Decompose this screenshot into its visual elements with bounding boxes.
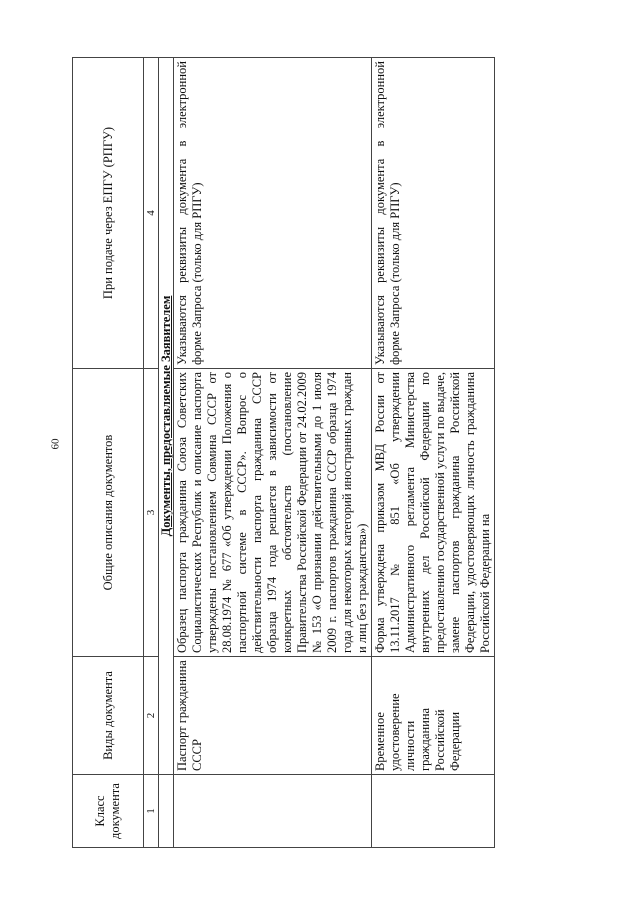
- column-number: 4: [144, 58, 159, 369]
- section-title: Документы, предоставляемые Заявителем: [159, 58, 174, 775]
- header-document-description: Общие описания документов: [73, 369, 144, 657]
- cell-class: [174, 775, 372, 848]
- table-row: [174, 58, 372, 848]
- header-epgu-submission: При подаче через ЕПГУ (РПГУ): [73, 58, 144, 369]
- rotated-page-content: [72, 58, 590, 848]
- cell-epgu: Указываются реквизиты документа в электронной форме Запроса (только для РПГУ): [174, 58, 372, 369]
- table-row: [372, 58, 495, 848]
- page-number: 60: [49, 438, 61, 450]
- column-number: 3: [144, 369, 159, 657]
- column-number-row: [144, 58, 159, 848]
- cell-type: Временное удостоверение личности гражданина Российской Федерации: [372, 657, 495, 775]
- cell-type: Паспорт гражданина СССР: [174, 657, 372, 775]
- cell-epgu: Указываются реквизиты документа в электронной форме Запроса (только для РПГУ): [372, 58, 495, 369]
- header-document-class: Класс документа: [73, 775, 144, 848]
- section-spacer: [159, 775, 174, 848]
- column-number: 2: [144, 657, 159, 775]
- cell-description: Образец паспорта гражданина Союза Советских Социалистических Республик и описание паспорта утверждены постановлением Совмина СССР от 28.08.1974 № 677 «Об утверждении Положения о паспортной системе в СССР». Вопрос о действительности паспорта гражданина СССР образца 1974 года решается в зависимости от конкретных обстоятельств (постановление Правительства Российской Федерации от 24.02.2009 № 153 «О признании действительными до 1 июля 2009 г. паспортов гражданина СССР образца 1974 года для некоторых категорий иностранных граждан и лиц без гражданства»): [174, 369, 372, 657]
- header-document-type: Виды документа: [73, 657, 144, 775]
- table-header-row: [73, 58, 144, 848]
- column-number: 1: [144, 775, 159, 848]
- documents-table: [72, 57, 495, 848]
- cell-class: [372, 775, 495, 848]
- section-row: [159, 58, 174, 848]
- cell-description: Форма утверждена приказом МВД России от 13.11.2017 № 851 «Об утверждении Административного регламента Министерства внутренних дел Российской Федерации по предоставлению государственной услуги по выдаче, замене паспортов гражданина Российской Федерации, удостоверяющих личность гражданина Российской Федерации на: [372, 369, 495, 657]
